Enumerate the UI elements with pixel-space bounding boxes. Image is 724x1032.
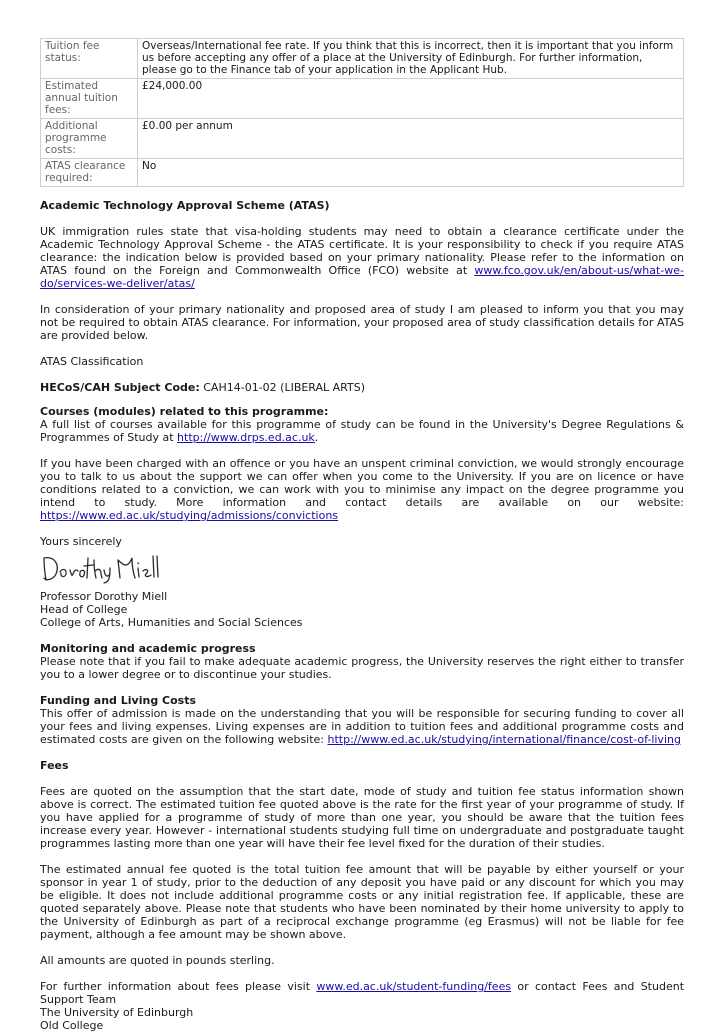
additional-costs-value: £0.00 per annum — [138, 119, 684, 159]
fees-paragraph-2: The estimated annual fee quoted is the total tuition fee amount that will be payable by either yourself or your sponsor in year 1 of study, prior to the deduction of any deposit you have paid or any discount for which you may be eligible. It does not include additional programme costs or any initial registration fee. If applicable, these are quoted separately above. Please note that students who have been nominated by their home university to apply to the University of Edinburgh as part of a reciprocal exchange programme (eg Erasmus) will not be liable for fee payment, although a fee amount may be shown above. — [40, 863, 684, 941]
drps-link[interactable]: http://www.drps.ed.ac.uk — [177, 431, 315, 444]
funding-heading: Funding and Living Costs — [40, 694, 197, 707]
convictions-text: If you have been charged with an offence or you have an unspent criminal conviction, we would strongly encourage you to talk to us about the support we can offer when you come to the University. If you are on licence or have conditions related to a conviction, we can work with you to minimise any impact on the degree programme you intend to study. More information and contact details are available on our website: — [40, 457, 684, 509]
hecos-line — [40, 381, 684, 394]
table-row — [41, 39, 684, 79]
hecos-value: CAH14-01-02 (LIBERAL ARTS) — [199, 381, 366, 394]
fees-paragraph-4-end: or contact Fees and Student Support Team — [40, 980, 685, 1006]
table-row — [41, 159, 684, 187]
letter-page — [40, 38, 684, 1032]
funding-text: This offer of admission is made on the understanding that you will be responsible for securing funding to cover all your fees and living expenses. Living expenses are in addition to tuition fees and additional programme costs and estimated costs are given on the following website: — [40, 707, 684, 746]
tuition-status-value: Overseas/International fee rate. If you think that this is incorrect, then it is important that you inform us before accepting any offer of a place at the University of Edinburgh. For further information, please go to the Finance tab of your application in the Applicant Hub. — [138, 39, 684, 79]
courses-end: . — [314, 431, 319, 444]
atas-required-label: ATAS clearance required: — [41, 159, 138, 187]
funding-paragraph — [40, 707, 684, 746]
fees-paragraph-1: Fees are quoted on the assumption that the start date, mode of study and tuition fee status information shown above is correct. The estimated tuition fee quoted above is the rate for the first year of your programme of study. If you have applied for a programme of study of more than one year, you should be aware that the tuition fees increase every year. However - international students studying full time on undergraduate and postgraduate taught programmes lasting more than one year will have their fee level fixed for the duration of their studies. — [40, 785, 684, 850]
cost-of-living-link[interactable]: http://www.ed.ac.uk/studying/international/finance/cost-of-living — [327, 733, 681, 746]
atas-paragraph-1-text: UK immigration rules state that visa-holding students may need to obtain a clearance certificate under the Academic Technology Approval Scheme - the ATAS certificate. It is your responsibility to check if you require ATAS clearance: the indication below is provided based on your primary nationality. Please refer to the information on ATAS found on the Foreign and Commonwealth Office (FCO) website at — [40, 225, 684, 277]
atas-paragraph-1 — [40, 225, 684, 290]
fee-table — [40, 38, 684, 187]
monitoring-heading: Monitoring and academic progress — [40, 642, 256, 655]
tuition-status-label: Tuition fee status: — [41, 39, 138, 79]
fees-paragraph-3: All amounts are quoted in pounds sterling. — [40, 954, 275, 967]
courses-heading: Courses (modules) related to this programme: — [40, 405, 329, 418]
fees-paragraph-4 — [40, 980, 684, 1006]
tuition-fees-value: £24,000.00 — [138, 79, 684, 119]
atas-classification-heading: ATAS Classification — [40, 355, 144, 368]
fees-heading: Fees — [40, 759, 69, 772]
student-funding-fees-link[interactable]: www.ed.ac.uk/student-funding/fees — [316, 980, 512, 993]
courses-paragraph — [40, 418, 684, 444]
signatory-college: College of Arts, Humanities and Social Sciences — [40, 616, 303, 629]
address-line-2: Old College — [40, 1019, 104, 1032]
address-line-1: The University of Edinburgh — [40, 1006, 194, 1019]
monitoring-text: Please note that if you fail to make adequate academic progress, the University reserves the right either to transfer you to a lower degree or to discontinue your studies. — [40, 655, 684, 681]
table-row — [41, 119, 684, 159]
fees-paragraph-4-start: For further information about fees please visit — [40, 980, 317, 993]
fco-atas-link[interactable]: www.fco.gov.uk/en/about-us/what-we-do/services-we-deliver/atas/ — [40, 264, 684, 290]
additional-costs-label: Additional programme costs: — [41, 119, 138, 159]
handwritten-signature — [40, 550, 160, 584]
atas-paragraph-2: In consideration of your primary nationality and proposed area of study I am pleased to inform you that you may not be required to obtain ATAS clearance. For information, your proposed area of study classification details for ATAS are provided below. — [40, 303, 684, 342]
signatory-role: Head of College — [40, 603, 128, 616]
closing-text: Yours sincerely — [40, 535, 122, 548]
table-row — [41, 79, 684, 119]
convictions-link[interactable]: https://www.ed.ac.uk/studying/admissions/convictions — [40, 509, 339, 522]
tuition-fees-label: Estimated annual tuition fees: — [41, 79, 138, 119]
atas-heading: Academic Technology Approval Scheme (ATAS) — [40, 199, 330, 212]
hecos-label: HECoS/CAH Subject Code: — [40, 381, 200, 394]
atas-required-value: No — [138, 159, 684, 187]
convictions-paragraph — [40, 457, 684, 522]
signatory-name: Professor Dorothy Miell — [40, 590, 168, 603]
courses-text: A full list of courses available for this programme of study can be found in the University's Degree Regulations & Programmes of Study at — [40, 418, 684, 444]
